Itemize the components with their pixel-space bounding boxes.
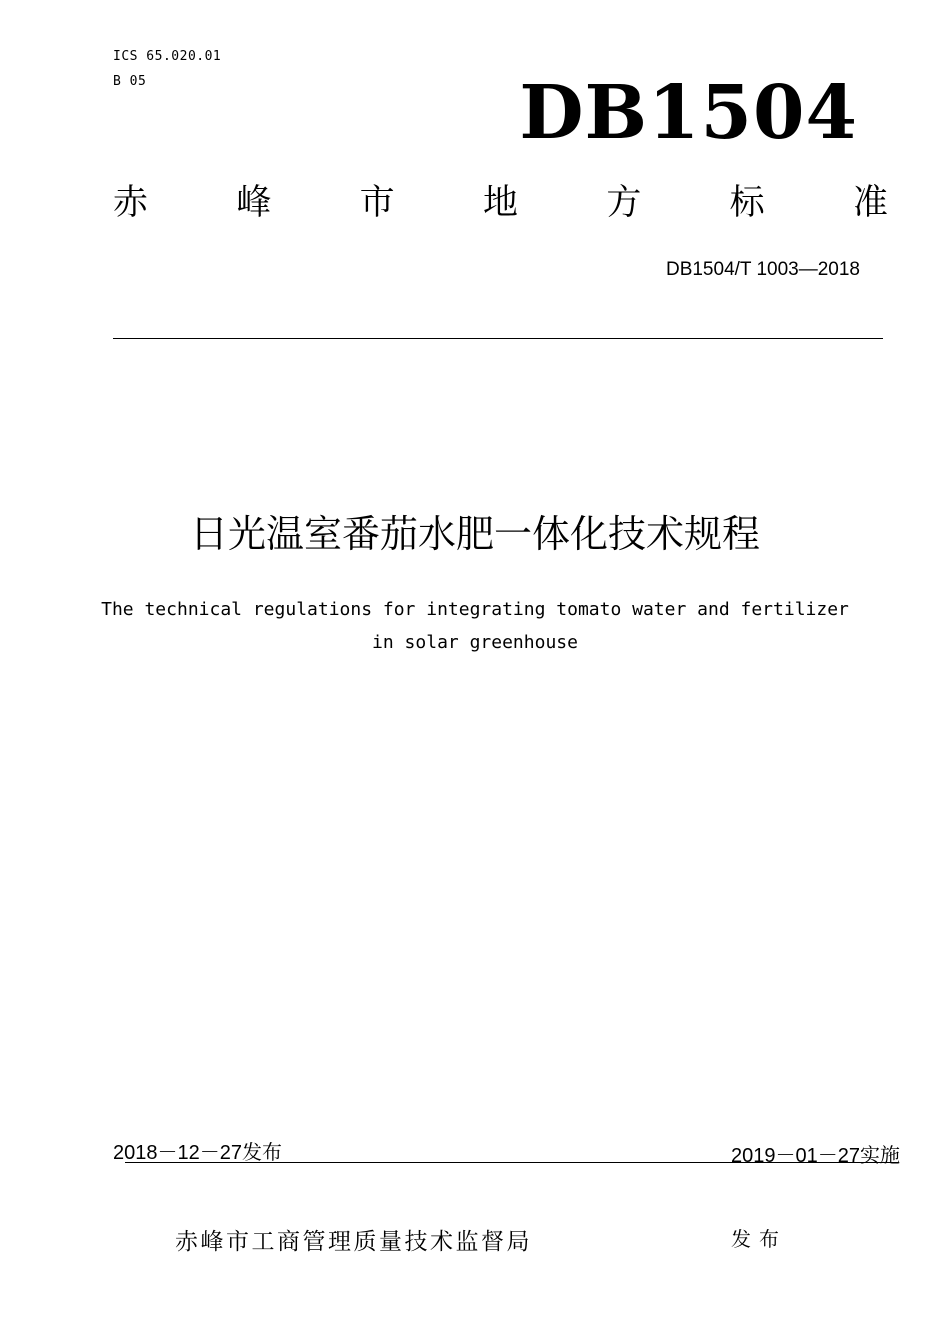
standard-type-char: 市 <box>359 183 395 223</box>
standard-type-char: 方 <box>606 183 642 223</box>
standard-type-char: 准 <box>852 183 888 223</box>
ics-code: ICS 65.020.01 <box>113 49 222 64</box>
bottom-divider <box>125 1162 898 1163</box>
title-chinese: 日光温室番茄水肥一体化技术规程 <box>189 512 760 556</box>
top-divider <box>113 338 883 339</box>
title-english-line2: in solar greenhouse <box>372 632 578 653</box>
implement-date <box>731 1139 900 1168</box>
issuer-action: 发布 <box>731 1227 787 1251</box>
ccs-code: B 05 <box>113 74 147 89</box>
standard-type-char: 赤 <box>113 183 149 223</box>
issue-date-label: 发布 <box>241 1140 282 1164</box>
standard-type <box>113 183 888 223</box>
standard-type-char: 峰 <box>236 183 272 223</box>
issue-date <box>113 1136 282 1165</box>
implement-date-label: 实施 <box>860 1143 900 1167</box>
issue-date-value: 2018－12－27 <box>113 1142 242 1164</box>
standard-type-char: 标 <box>729 183 765 223</box>
standard-code-large: DB1504 <box>519 70 858 156</box>
standard-type-char: 地 <box>482 183 518 223</box>
title-english-line1: The technical regulations for integrating tomato water and fertilizer <box>101 599 849 620</box>
implement-date-value: 2019－01－27 <box>731 1145 860 1167</box>
issuer-name: 赤峰市工商管理质量技术监督局 <box>175 1229 532 1255</box>
standard-number: DB1504/T 1003—2018 <box>665 259 860 280</box>
